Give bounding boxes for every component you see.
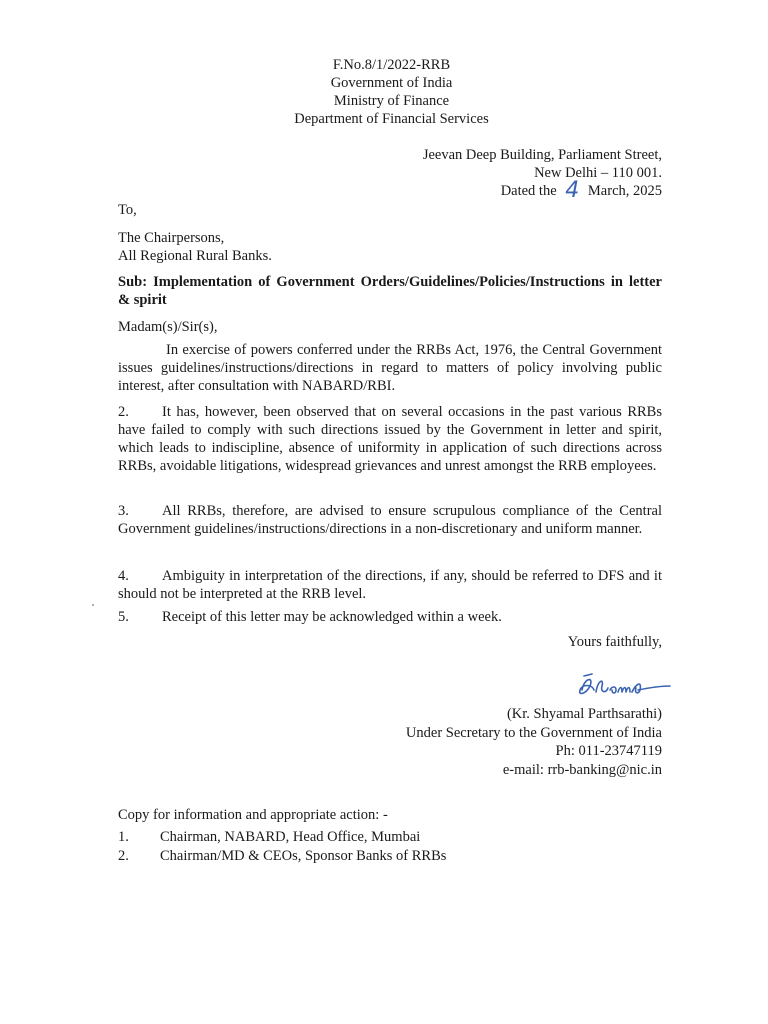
date-line: [423, 178, 662, 203]
paragraph-number: 3.: [118, 503, 129, 519]
paragraph-1: [118, 341, 662, 395]
signature-image: [572, 670, 672, 706]
sender-address: [422, 146, 662, 203]
paragraph-text: All RRBs, therefore, are advised to ensure scrupulous compliance of the Central Government guidelines/instructions/directions in a non-discretionary and uniform manner.: [118, 503, 662, 537]
ministry-name: Ministry of Finance: [333, 93, 450, 109]
dated-prefix: Dated the: [500, 183, 557, 199]
signatory-block: [406, 705, 662, 779]
date-month-year: March, 2025: [587, 183, 662, 199]
copy-item-text: Chairman, NABARD, Head Office, Mumbai: [160, 829, 421, 845]
signatory-name: (Kr. Shyamal Parthsarathi): [506, 706, 662, 722]
address-line-2: New Delhi – 110 001.: [534, 165, 662, 181]
subject-line: Sub: Implementation of Government Orders/Guidelines/Policies/Instructions in letter & spirit: [118, 274, 662, 308]
paragraph-2: [118, 403, 662, 475]
recipient-line-2: All Regional Rural Banks.: [118, 248, 272, 264]
paragraph-text: Ambiguity in interpretation of the directions, if any, should be referred to DFS and it should not be interpreted at the RRB level.: [118, 568, 662, 602]
paragraph-number: 5.: [118, 609, 129, 625]
salutation: Madam(s)/Sir(s),: [118, 319, 218, 335]
government-name: Government of India: [330, 75, 453, 91]
paragraph-5: [118, 608, 662, 626]
copy-item-number: 1.: [118, 829, 129, 845]
recipient-to: To,: [118, 202, 137, 218]
paragraph-text: In exercise of powers conferred under the RRBs Act, 1976, the Central Government issues guidelines/instructions/directions in regard to matters of policy involving public interest, after consultation with NABARD/RBI.: [118, 342, 662, 394]
paragraph-text: Receipt of this letter may be acknowledged within a week.: [162, 609, 502, 625]
signatory-designation: Under Secretary to the Government of India: [405, 724, 662, 741]
handwritten-day: 4: [565, 178, 580, 203]
signatory-email: e-mail: rrb-banking@nic.in: [502, 761, 662, 778]
recipient-line-1: The Chairpersons,: [118, 230, 225, 246]
copy-list-item: [118, 847, 446, 866]
letter-header: [0, 56, 768, 128]
file-number: F.No.8/1/2022-RRB: [332, 57, 451, 73]
paragraph-text: It has, however, been observed that on several occasions in the past various RRBs have failed to comply with such directions issued by the Government in letter and spirit, which leads to indiscipline, absence of uniformity in application of such directions across RRBs, avoidable litigations, widespread grievances and unrest amongst the RRB employees.: [118, 404, 662, 474]
address-line-1: Jeevan Deep Building, Parliament Street,: [422, 147, 662, 163]
paragraph-3: [118, 502, 662, 538]
copy-item-number: 2.: [118, 848, 129, 864]
paragraph-4: [118, 567, 662, 603]
paragraph-number: 2.: [118, 404, 129, 420]
department-name: Department of Financial Services: [294, 111, 489, 127]
signatory-phone: Ph: 011-23747119: [555, 743, 662, 759]
closing: Yours faithfully,: [567, 634, 662, 650]
copy-item-text: Chairman/MD & CEOs, Sponsor Banks of RRBs: [160, 848, 447, 864]
copy-heading: Copy for information and appropriate action: -: [118, 807, 388, 823]
copy-list-item: [118, 828, 420, 847]
recipient-block: [118, 229, 662, 265]
scan-speck: [92, 604, 94, 606]
paragraph-number: 4.: [118, 568, 129, 584]
